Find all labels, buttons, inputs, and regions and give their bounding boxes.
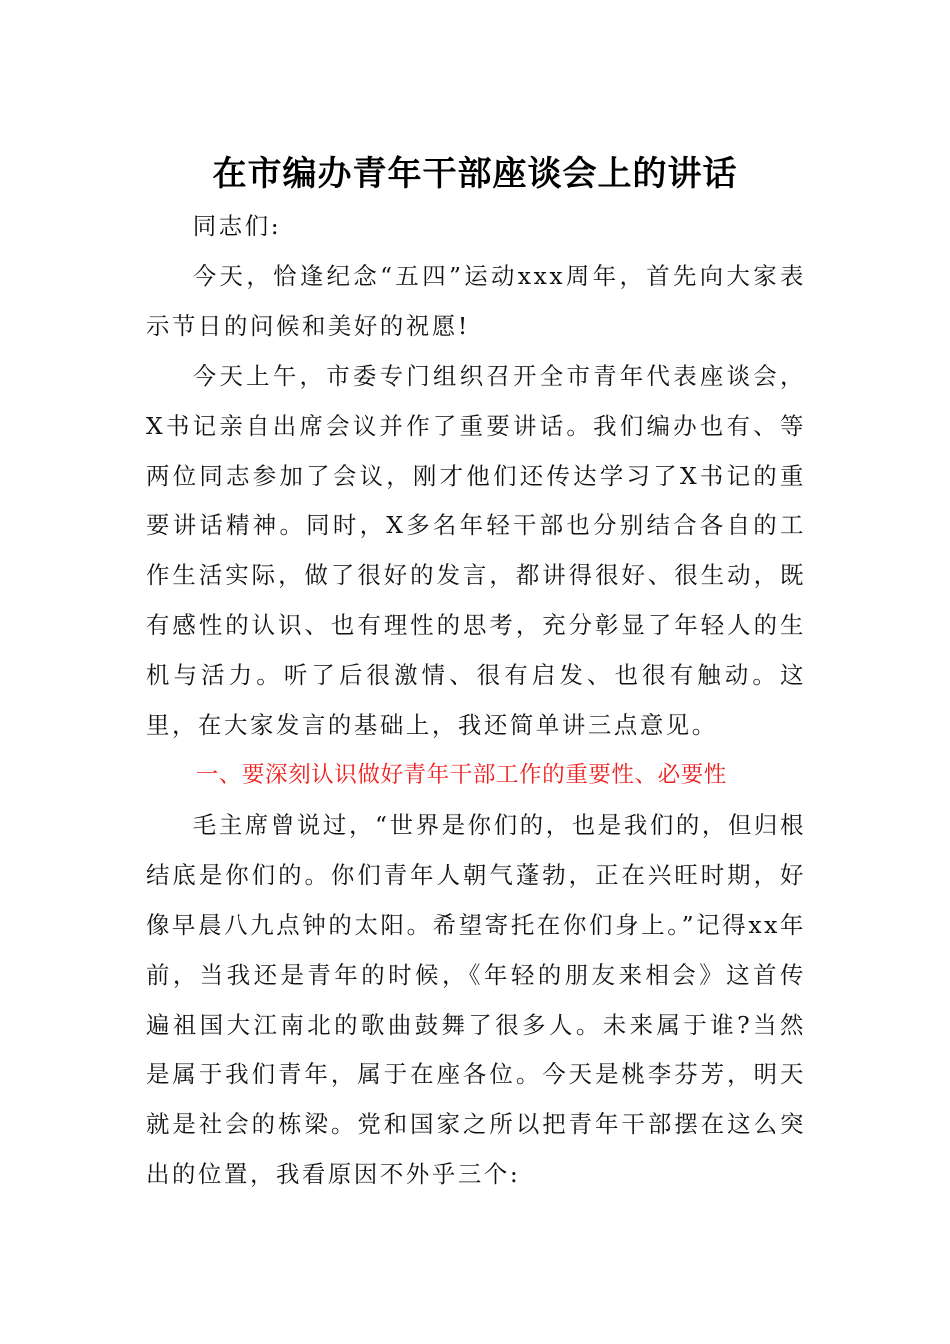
section-1-paragraph: 毛主席曾说过，“世界是你们的，也是我们的，但归根结底是你们的。你们青年人朝气蓬勃，正在兴旺时期，好像早晨八九点钟的太阳。希望寄托在你们身上。”记得xx年前，当我还是青年的时候，《年轻的朋友来相会》这首传遍祖国大江南北的歌曲鼓舞了很多人。未来属于谁?当然是属于我们青年，属于在座各位。今天是桃李芬芳，明天就是社会的栋梁。党和国家之所以把青年干部摆在这么突出的位置，我看原因不外乎三个: xyxy=(146,810,806,1189)
document-body xyxy=(146,202,806,1200)
section-heading-1: 一、要深刻认识做好青年干部工作的重要性、必要性 xyxy=(195,761,727,788)
document-title: 在市编办青年干部座谈会上的讲话 xyxy=(212,154,738,194)
salutation-paragraph: 同志们: xyxy=(192,212,282,240)
greeting-paragraph: 今天，恰逢纪念“五四”运动xxx周年，首先向大家表示节日的问候和美好的祝愿! xyxy=(146,261,806,340)
intro-paragraph: 今天上午，市委专门组织召开全市青年代表座谈会，X书记亲自出席会议并作了重要讲话。我们编办也有、等两位同志参加了会议，刚才他们还传达学习了X书记的重要讲话精神。同时，X多名年轻干部也分别结合各自的工作生活实际，做了很好的发言，都讲得很好、很生动，既有感性的认识、也有理性的思考，充分彰显了年轻人的生机与活力。听了后很激情、很有启发、也很有触动。这里，在大家发言的基础上，我还简单讲三点意见。 xyxy=(146,361,806,740)
